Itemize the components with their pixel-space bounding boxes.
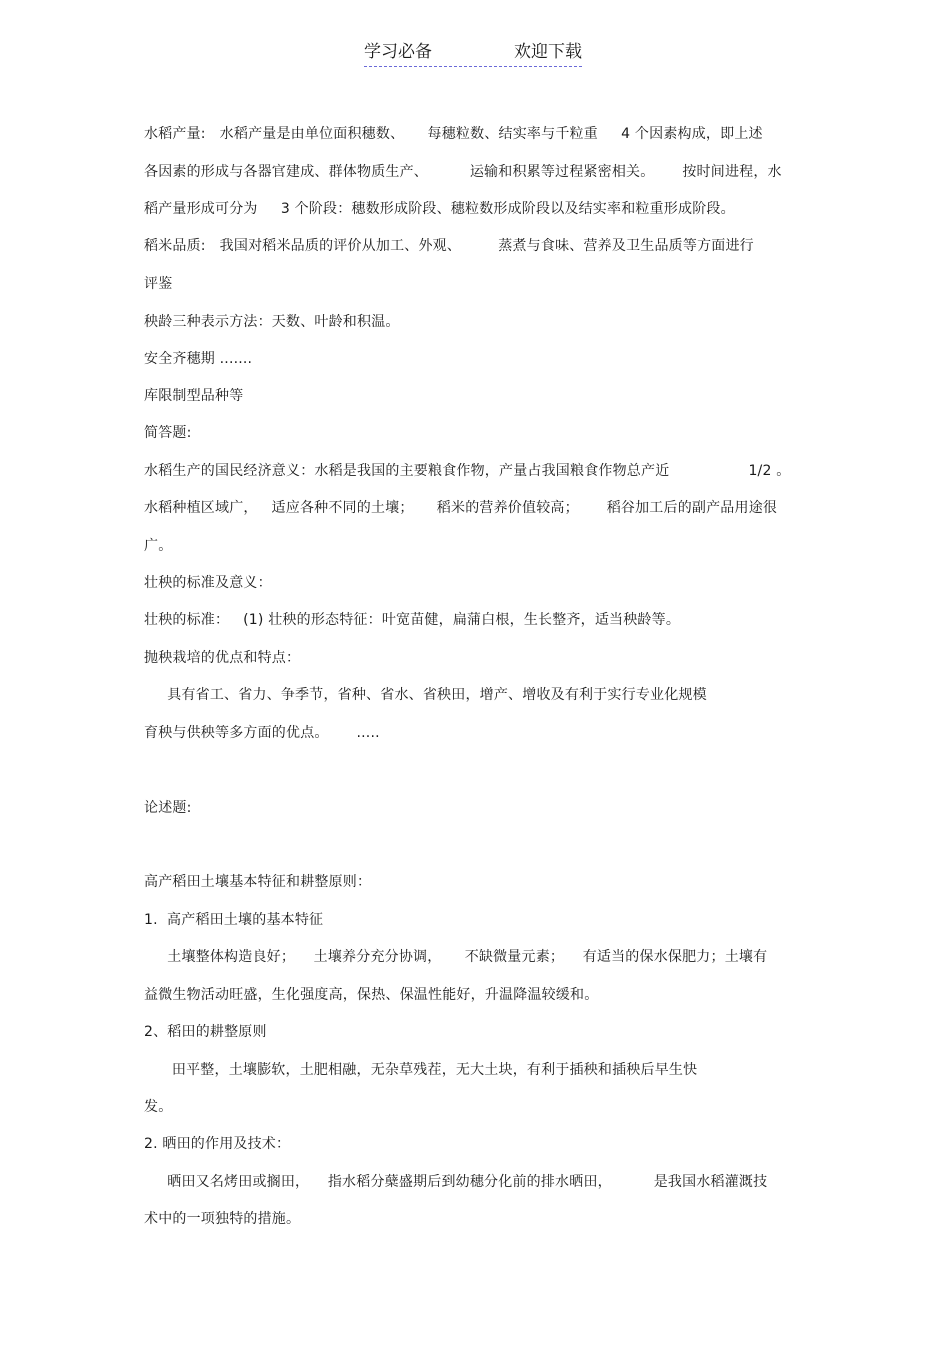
paragraph-rice-quality-1: 稻米品质: 我国对稻米品质的评价从加工、外观、 蒸煮与食味、营养及卫生品质等方面进行 <box>144 238 754 254</box>
paragraph-tillage-2: 发。 <box>144 1099 173 1115</box>
header-left-text: 学习必备 <box>364 42 432 62</box>
paragraph-rice-yield-2: 各因素的形成与各器官建成、群体物质生产、 运输和积累等过程紧密相关。 按时间进程，水 <box>144 164 782 180</box>
paragraph-economic-3: 广。 <box>144 538 173 554</box>
paragraph-tillage-1: 田平整，土壤膨软，土肥相融，无杂草残茬，无大土块，有利于插秧和插秧后早生快 <box>144 1062 698 1078</box>
paragraph-seedling-throwing-heading: 抛秧栽培的优点和特点： <box>144 650 301 666</box>
paragraph-soil-features-1: 土壤整体构造良好； 土壤养分充分协调， 不缺微量元素； 有适当的保水保肥力；土壤有 <box>144 949 768 965</box>
paragraph-seedling-throwing-2: 育秧与供秧等多方面的优点。 ..... <box>144 725 380 741</box>
paragraph-rice-quality-2: 评鉴 <box>144 276 173 292</box>
paragraph-tillage-heading: 2、稻田的耕整原则 <box>144 1024 267 1040</box>
paragraph-economic-2: 水稻种植区域广， 适应各种不同的土壤； 稻米的营养价值较高； 稻谷加工后的副产品用途很 <box>144 500 778 516</box>
paragraph-seedling-throwing-1: 具有省工、省力、争季节，省种、省水、省秧田，增产、增收及有利于实行专业化规模 <box>144 687 707 703</box>
paragraph-strong-seedling-heading: 壮秧的标准及意义： <box>144 575 272 591</box>
paragraph-seedling-age: 秧龄三种表示方法：天数、叶龄和积温。 <box>144 314 400 330</box>
paragraph-economic-1: 水稻生产的国民经济意义：水稻是我国的主要粮食作物，产量占我国粮食作物总产近 1/2 。 <box>144 463 791 479</box>
paragraph-sink-limited: 库限制型品种等 <box>144 388 244 404</box>
paragraph-paddy-soil-heading: 高产稻田土壤基本特征和耕整原则： <box>144 874 372 890</box>
paragraph-safe-heading: 安全齐穗期 ....... <box>144 351 253 367</box>
section-heading-essay: 论述题: <box>144 800 192 816</box>
paragraph-field-drying-heading: 2. 晒田的作用及技术： <box>144 1136 291 1152</box>
header-right-text: 欢迎下载 <box>514 42 582 62</box>
paragraph-field-drying-1: 晒田又名烤田或搁田， 指水稻分蘖盛期后到幼穗分化前的排水晒田， 是我国水稻灌溉技 <box>144 1174 768 1190</box>
paragraph-strong-seedling-standard: 壮秧的标准： (1) 壮秧的形态特征：叶宽苗健，扁蒲白根，生长整齐，适当秧龄等。 <box>144 612 681 628</box>
paragraph-soil-features-2: 益微生物活动旺盛，生化强度高，保热、保温性能好，升温降温较缓和。 <box>144 987 599 1003</box>
section-heading-short-answer: 简答题: <box>144 425 192 441</box>
paragraph-field-drying-2: 术中的一项独特的措施。 <box>144 1211 301 1227</box>
paragraph-rice-yield-1: 水稻产量: 水稻产量是由单位面积穗数、 每穗粒数、结实率与千粒重 4 个因素构成，即上述 <box>144 126 763 142</box>
paragraph-soil-features-heading: 1. 高产稻田土壤的基本特征 <box>144 912 324 928</box>
page-header <box>364 38 582 67</box>
paragraph-rice-yield-3: 稻产量形成可分为 3 个阶段：穗数形成阶段、穗粒数形成阶段以及结实率和粒重形成阶段。 <box>144 201 735 217</box>
